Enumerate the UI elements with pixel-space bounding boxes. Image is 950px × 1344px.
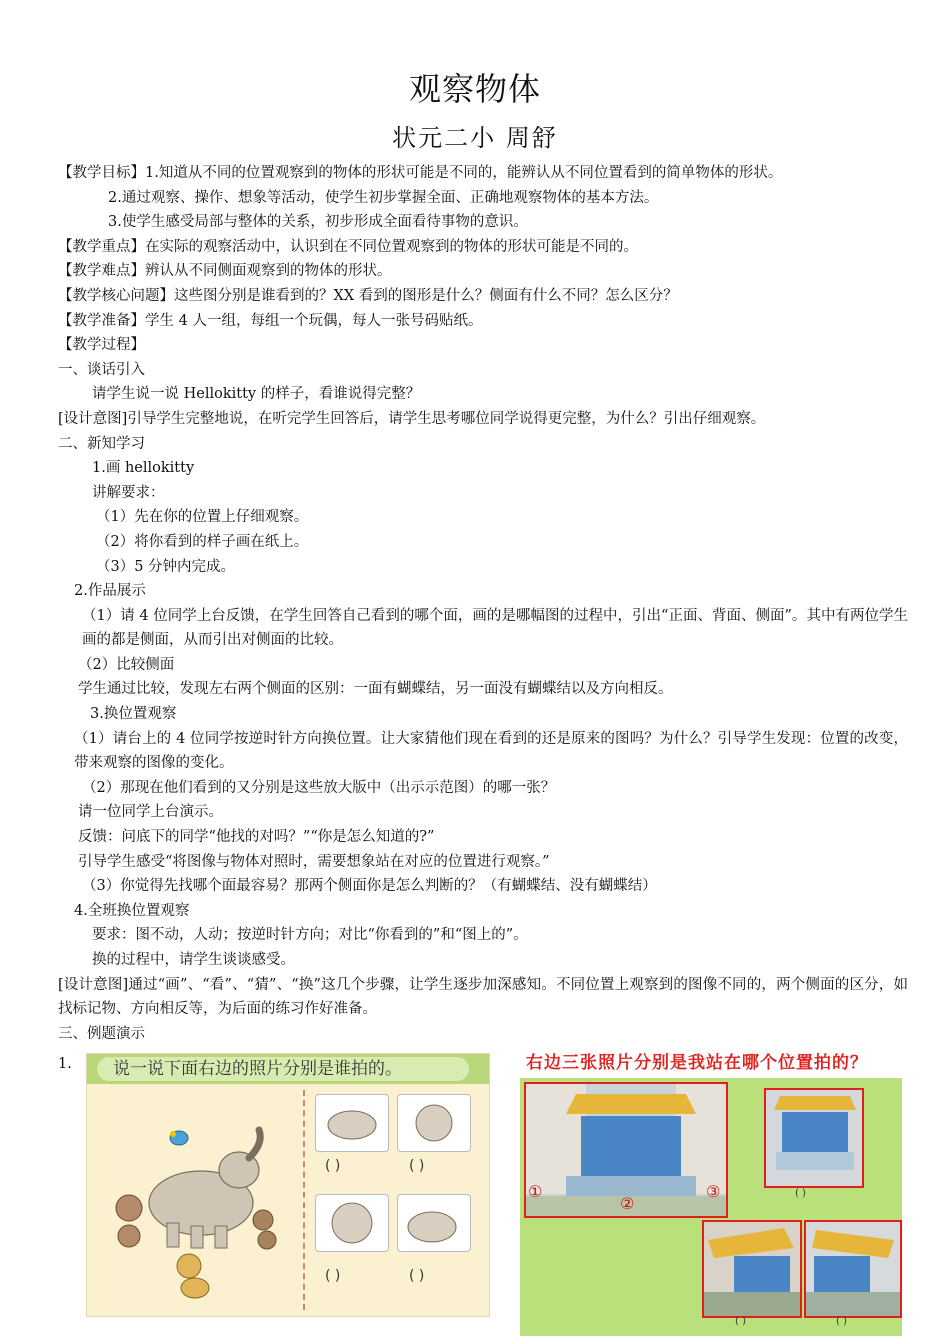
view-card-3: [315, 1194, 389, 1252]
answer-blank-1: ( ): [325, 1158, 341, 1174]
figure-divider: [303, 1090, 305, 1310]
step-3-question: （3）你觉得先找哪个面最容易？那两个侧面你是怎么判断的？（有蝴蝶结、没有蝴蝶结）: [82, 878, 657, 895]
section-1-heading: 一、谈话引入: [58, 361, 145, 378]
step-3-heading: 3.换位置观察: [90, 706, 177, 723]
section-1-design-intent: [设计意图]引导学生完整地说，在听完学生回答后，请学生思考哪位同学说得更完整，为什么？引出仔细观察。: [58, 410, 766, 427]
section-1-text: 请学生说一说 Hellokitty 的样子，看谁说得完整？: [92, 386, 421, 403]
section-2-heading: 二、新知学习: [58, 435, 145, 452]
answer-blank-4: ( ): [409, 1268, 425, 1284]
teaching-goal-3: 3.使学生感受局部与整体的关系，初步形成全面看待事物的意识。: [108, 214, 528, 231]
stage-photo-b: [702, 1220, 802, 1318]
step-4-heading: 4.全班换位置观察: [74, 902, 190, 919]
step-1-heading: 1.画 hellokitty: [92, 460, 195, 477]
view-card-2: [397, 1094, 471, 1152]
step-3-text-2: （2）那现在他们看到的又分别是这些放大版中（出示示范图）的哪一张？: [82, 779, 556, 796]
core-question: 【教学核心问题】这些图分别是谁看到的？XX 看到的图形是什么？侧面有什么不同？怎么区分？: [58, 287, 678, 304]
step-2-compare-text: 学生通过比较，发现左右两个侧面的区别：一面有蝴蝶结，另一面没有蝴蝶结以及方向相反。: [78, 681, 673, 698]
teaching-process-heading: 【教学过程】: [58, 337, 145, 354]
step-1-req-2: （2）将你看到的样子画在纸上。: [96, 533, 309, 550]
step-2-compare: （2）比较侧面: [78, 656, 175, 673]
step-1-req-3: （3）5 分钟内完成。: [96, 558, 236, 575]
photo-b-answer: ( ): [735, 1316, 746, 1327]
photo-a-answer: ( ): [795, 1188, 806, 1199]
teaching-preparation: 【教学准备】学生 4 人一组，每组一个玩偶，每人一张号码贴纸。: [58, 312, 483, 329]
photo-c-answer: ( ): [836, 1316, 847, 1327]
teaching-goal-2: 2.通过观察、操作、想象等活动，使学生初步掌握全面、正确地观察物体的基本方法。: [108, 189, 659, 206]
example-number: 1.: [58, 1056, 72, 1072]
teaching-goal-1: 【教学目标】1.知道从不同的位置观察到的物体的形状可能是不同的，能辨认从不同位置看到的简单物体的形状。: [58, 165, 783, 181]
example-figure-elephant: [86, 1053, 490, 1317]
stage-photo-c: [804, 1220, 902, 1318]
document-title: 观察物体: [408, 70, 541, 108]
position-marker-3: ③: [706, 1182, 721, 1201]
view-card-1: [315, 1094, 389, 1152]
figure-banner-text: 说一说下面右边的照片分别是谁拍的。: [97, 1057, 469, 1081]
step-1-requirements: 讲解要求：: [92, 484, 165, 501]
answer-blank-2: ( ): [409, 1158, 425, 1174]
step-3-feedback: 反馈：问底下的同学“他找的对吗？”“你是怎么知道的?”: [78, 829, 435, 846]
step-4-design-intent: [设计意图]通过“画”、“看”、“猜”、“换”这几个步骤，让学生逐步加深感知。不同位置上观察到的图像不同的，两个侧面的区分，如找标记物、方向相反等，为后面的练习作好准备。: [58, 976, 908, 1018]
lesson-plan-body: [58, 161, 908, 1046]
section-3-heading: 三、例题演示: [58, 1025, 145, 1042]
example-figure-stage-photos: [520, 1048, 902, 1336]
step-3-guide: 引导学生感受“将图像与物体对照时，需要想象站在对应的位置进行观察。”: [78, 853, 550, 870]
answer-blank-3: ( ): [325, 1268, 341, 1284]
teaching-key-point: 【教学重点】在实际的观察活动中，认识到在不同位置观察到的物体的形状可能是不同的。: [58, 238, 638, 255]
elephant-scene-illustration: [89, 1088, 301, 1313]
step-2-heading: 2.作品展示: [74, 583, 146, 600]
figure-banner: [87, 1054, 489, 1084]
document-author: 状元二小 周舒: [392, 124, 558, 152]
view-card-4: [397, 1194, 471, 1252]
stage-photo-a: [764, 1088, 864, 1188]
step-2-text-1: （1）请 4 位同学上台反馈，在学生回答自己看到的哪个面，画的是哪幅图的过程中，引出“正面、背面、侧面”。其中有两位学生画的都是侧面，从而引出对侧面的比较。: [82, 607, 908, 649]
step-1-req-1: （1）先在你的位置上仔细观察。: [96, 509, 309, 526]
position-marker-1: ①: [528, 1182, 543, 1201]
figure-banner-text: 右边三张照片分别是我站在哪个位置拍的？: [520, 1048, 902, 1078]
step-3-text-3: 请一位同学上台演示。: [78, 804, 223, 821]
step-4-feelings: 换的过程中，请学生谈谈感受。: [92, 952, 295, 968]
step-4-requirements: 要求：图不动，人动；按逆时针方向；对比“你看到的”和“图上的”。: [92, 927, 528, 944]
position-marker-2: ②: [620, 1194, 635, 1213]
teaching-difficulty: 【教学难点】辨认从不同侧面观察到的物体的形状。: [58, 263, 392, 280]
step-3-text-1: （1）请台上的 4 位同学按逆时针方向换位置。让大家猜他们现在看到的还是原来的图吗？为什么？引导学生发现：位置的改变，带来观察的图像的变化。: [74, 730, 908, 772]
